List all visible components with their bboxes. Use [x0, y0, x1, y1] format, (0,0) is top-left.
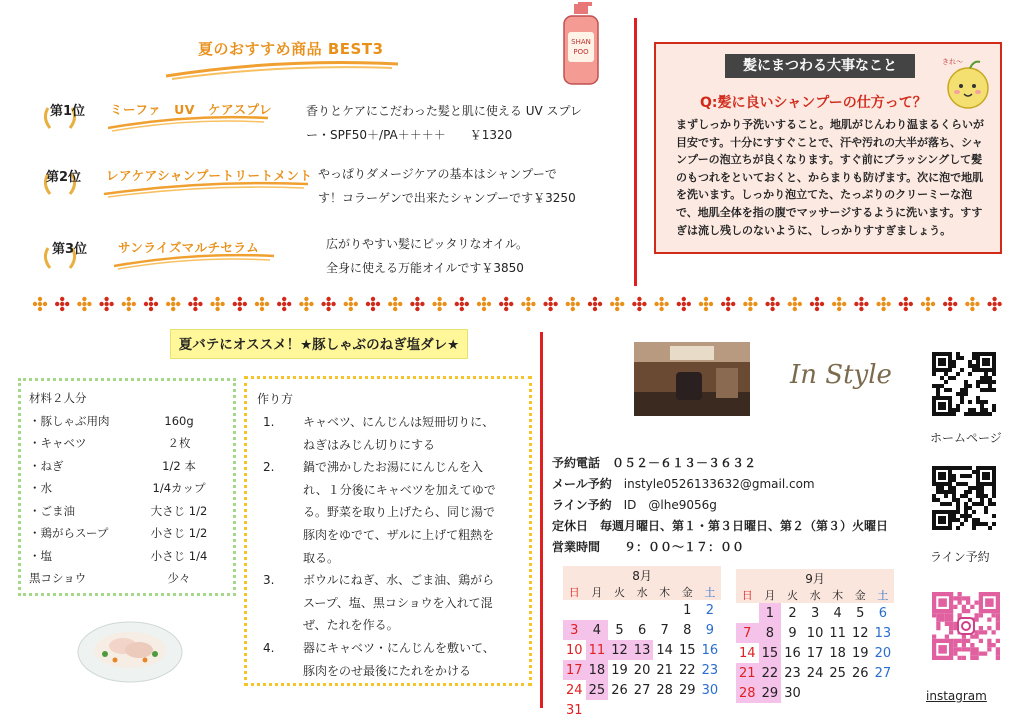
weekday-header: 木: [653, 584, 676, 600]
calendar-day: 3: [563, 620, 586, 640]
dot-ornament: [788, 297, 802, 311]
product-1-desc: 香りとケアにこだわった髪と肌に使える UV スプレ ー・SPF50＋/PA＋＋＋＋ ￥1320: [306, 104, 583, 142]
calendar-day: 16: [784, 645, 801, 661]
qr-code-icon[interactable]: [932, 466, 996, 530]
calendar-day: 15: [759, 643, 782, 663]
ingredient-qty: 小さじ 1/2: [150, 526, 208, 541]
calendar-day: 26: [611, 682, 628, 698]
hair-tips-title: 髪にまつわる大事なこと: [725, 54, 915, 78]
weekday-header: 月: [759, 587, 782, 603]
ingredient-row: [29, 545, 225, 568]
calendar-day: 25: [829, 665, 846, 681]
calendar-day: 25: [586, 680, 609, 700]
calendar-day: 10: [806, 625, 824, 641]
calendar-day: 29: [759, 683, 782, 703]
dot-ornament: [233, 297, 247, 311]
calendar-day: 23: [784, 665, 801, 681]
calendar-day: [631, 600, 654, 620]
weekday-header: 火: [608, 584, 631, 600]
calendar-day: 18: [829, 645, 846, 661]
dot-ornament: [388, 297, 402, 311]
info-hours: 営業時間 ９：００～１７：００: [552, 540, 745, 554]
calendar-day: 16: [701, 642, 719, 658]
ingredient-qty: 大さじ 1/2: [150, 503, 208, 518]
calendar-day: 27: [633, 682, 651, 698]
ingredient-name: ・豚しゃぶ用肉: [29, 413, 110, 428]
weekday-header: 土: [699, 584, 722, 600]
ingredient-row: [29, 567, 225, 590]
calendar-day: 13: [874, 625, 892, 641]
dot-ornament: [477, 297, 491, 311]
dot-ornament: [499, 297, 513, 311]
dot-ornament: [543, 297, 557, 311]
product-3-desc: 広がりやすい髪にピッタリなオイル。 全身に使える万能オイルです￥3850: [326, 237, 528, 275]
dot-ornament: [987, 297, 1001, 311]
calendar-day: [736, 603, 759, 623]
calendar-month: 8月: [563, 566, 721, 584]
salon-photo: [634, 342, 750, 416]
orange-swoosh-icon: [162, 56, 402, 82]
dot-ornament: [899, 297, 913, 311]
dot-ornament: [632, 297, 646, 311]
dot-ornament: [588, 297, 602, 311]
calendar-day: 14: [656, 642, 673, 658]
calendar-day: [676, 700, 699, 720]
calendar-day: [826, 683, 849, 703]
steps-box: [244, 376, 532, 686]
calendar-day: 5: [615, 622, 624, 638]
weekday-header: 金: [849, 587, 872, 603]
step-line: 豚肉をゆでて、ザルに上げて粗熱を: [303, 527, 495, 542]
hair-tips-question: Q:髪に良いシャンプーの仕方って？: [700, 95, 927, 111]
dot-ornament: [521, 297, 535, 311]
calendar-day: 11: [586, 640, 609, 660]
step-text: [303, 637, 519, 682]
calendar-day: 23: [701, 662, 719, 678]
step-line: る。野菜を取り上げたら、同じ湯で: [303, 505, 496, 520]
calendar-day: 8: [759, 623, 782, 643]
calendar-day: 28: [656, 682, 673, 698]
ingredient-row: [29, 432, 225, 455]
instagram-qr-icon[interactable]: [932, 592, 1000, 660]
calendar-day: 3: [810, 605, 820, 621]
ingredient-row: [29, 477, 225, 500]
step-text: [303, 456, 519, 569]
ingredient-row: [29, 455, 225, 478]
step-line: スープ、塩、黒コショウを入れて混: [303, 595, 493, 610]
step-number: 1.: [263, 415, 275, 429]
dot-ornament: [122, 297, 136, 311]
rank-1-label: 第1位: [50, 104, 86, 119]
calendar-day: 15: [678, 642, 696, 658]
ingredient-qty: 160g: [164, 413, 194, 428]
hair-tips-body: まずしっかり予洗いすること。地肌がじんわり温まるくらいが目安です。十分にすすぐことで、汗や汚れの大半が落ち、シャンプーの泡立ちが良くなります。すぐ前にブラッシングして髪のもつれをといておくと、からまりも防げます。次に泡で地肌を洗います。しっかり泡立てた、たっぷりのクリーミーな泡で、地肌全体を指の腹でマッサージするように洗います。すすぎは流し残しのないように、しっかりすすぎましょう。: [676, 118, 984, 237]
weekday-header: 土: [872, 587, 895, 603]
dot-ornament: [943, 297, 957, 311]
steps-head: 作り方: [257, 392, 294, 406]
step-line: 鍋で沸かしたお湯ににんじんを入: [303, 460, 484, 475]
calendar-day: 26: [851, 665, 869, 681]
ingredient-name: ・ごま油: [29, 503, 75, 518]
ingredient-name: 黒コショウ: [29, 571, 87, 586]
step-line: 取る。: [303, 550, 340, 565]
dot-ornament: [854, 297, 868, 311]
calendar-day: [872, 683, 895, 703]
step-line: 器にキャベツ・にんじんを敷いて、: [303, 640, 495, 655]
calendar-day: [608, 700, 631, 720]
dot-ornament: [654, 297, 668, 311]
calendar-day: 14: [739, 645, 756, 661]
dot-ornament: [144, 297, 158, 311]
dot-ornament: [876, 297, 890, 311]
calendar-day: 22: [759, 663, 782, 683]
calendar-day: [631, 700, 654, 720]
dot-ornament: [765, 297, 779, 311]
calendar-day: 1: [759, 603, 782, 623]
product-1-name: ミーファ UV ケアスプレ: [110, 102, 272, 117]
orange-swoosh-icon: [100, 178, 312, 200]
calendar-day: 21: [736, 663, 759, 683]
weekday-header: 日: [563, 584, 586, 600]
ingredient-row: [29, 500, 225, 523]
dot-ornament: [455, 297, 469, 311]
calendar-day: 19: [851, 645, 869, 661]
ingredient-qty: ２枚: [167, 436, 191, 451]
calendar-day: 21: [656, 662, 673, 678]
dot-ornament: [55, 297, 69, 311]
calendar-august: [563, 566, 721, 720]
recipe-step: [257, 637, 519, 682]
calendar-day: 19: [611, 662, 628, 678]
calendar-day: 11: [829, 625, 846, 641]
step-number: 3.: [263, 573, 275, 588]
dot-ornament: [299, 297, 313, 311]
calendar-day: 2: [705, 602, 714, 618]
step-line: れ、１分後にキャベツを加えてゆで: [303, 482, 496, 497]
dot-ornament: [210, 297, 224, 311]
rank-2-label: 第2位: [46, 170, 82, 185]
calendar-day: 5: [856, 605, 865, 621]
calendar-day: 30: [784, 685, 801, 701]
rank-3-label: 第3位: [52, 242, 88, 257]
lemon-face-icon: [940, 54, 992, 110]
calendar-day: [608, 600, 631, 620]
dot-ornament: [921, 297, 935, 311]
svg-text:SHAN: SHAN: [571, 38, 591, 46]
weekday-header: 水: [804, 587, 827, 603]
dot-ornament: [610, 297, 624, 311]
ingredients-head: 材料２人分: [29, 391, 87, 406]
qr-label-line: ライン予約: [930, 550, 990, 564]
step-number: 4.: [263, 640, 275, 655]
weekday-header: 月: [586, 584, 609, 600]
qr-label-instagram: instagram: [926, 689, 987, 703]
orange-swoosh-icon: [110, 250, 278, 272]
calendar-day: 30: [701, 682, 719, 698]
calendar-day: 6: [637, 622, 647, 638]
step-line: ぜ、たれを作る。: [303, 618, 399, 633]
recipe-step: [257, 569, 519, 637]
weekday-header: 金: [676, 584, 699, 600]
dot-ornament: [721, 297, 735, 311]
calendar-day: 20: [874, 645, 892, 661]
dot-ornament: [344, 297, 358, 311]
calendar-day: 4: [833, 605, 842, 621]
calendar-day: 2: [788, 605, 797, 621]
dish-photo: [75, 610, 185, 686]
calendar-day: 28: [736, 683, 759, 703]
shampoo-bottle-icon: [560, 2, 602, 86]
dot-ornament: [99, 297, 113, 311]
calendar-day: [586, 600, 609, 620]
calendar-day: [849, 683, 872, 703]
calendar-day: 22: [678, 662, 696, 678]
svg-text:POO: POO: [573, 48, 589, 56]
svg-text:きれ〜: きれ〜: [942, 58, 963, 66]
calendar-day: 27: [874, 665, 892, 681]
calendar-day: 7: [660, 622, 669, 638]
dot-ornament: [77, 297, 91, 311]
calendar-day: 12: [851, 625, 869, 641]
dot-ornament: [366, 297, 380, 311]
calendar-day: [653, 700, 676, 720]
calendar-day: 17: [806, 645, 824, 661]
calendar-day: 29: [678, 682, 696, 698]
recipe-step: [257, 456, 519, 569]
ingredient-qty: 1/4カップ: [152, 481, 206, 496]
dot-ornament: [677, 297, 691, 311]
ingredient-row: [29, 410, 225, 433]
ingredient-qty: 少々: [167, 571, 191, 586]
dot-ornament: [810, 297, 824, 311]
info-mail: メール予約 instyle0526133632@gmail.com: [552, 477, 815, 491]
calendar-day: 24: [566, 682, 583, 698]
ingredient-qty: 1/2 本: [162, 458, 196, 473]
calendar-day: [804, 683, 827, 703]
ingredient-name: ・鶏がらスープ: [29, 526, 109, 541]
decorative-dots: [32, 295, 1012, 313]
dot-ornament: [832, 297, 846, 311]
calendar-day: 6: [878, 605, 887, 621]
dot-ornament: [743, 297, 757, 311]
qr-code-icon[interactable]: [932, 352, 996, 416]
ingredient-name: ・塩: [29, 548, 52, 563]
calendar-day: [563, 600, 586, 620]
salon-logo: In Style: [790, 360, 892, 390]
dot-ornament: [277, 297, 291, 311]
step-text: [303, 569, 519, 637]
dot-ornament: [410, 297, 424, 311]
weekday-header: 火: [781, 587, 804, 603]
calendar-month: 9月: [736, 569, 894, 587]
step-line: ボウルにねぎ、水、ごま油、鶏がら: [303, 573, 495, 588]
product-3-name: サンライズマルチセラム: [118, 240, 260, 255]
info-phone: 予約電話 ０５２－６１３－３６３２: [552, 456, 757, 470]
dot-ornament: [33, 297, 47, 311]
dot-ornament: [699, 297, 713, 311]
orange-swoosh-icon: [104, 112, 272, 134]
dot-ornament: [965, 297, 979, 311]
calendar-day: 12: [608, 640, 631, 660]
recipe-title: 夏バテにオススメ！★豚しゃぶのねぎ塩ダレ★: [170, 329, 468, 359]
calendar-day: 7: [736, 623, 759, 643]
calendar-day: 24: [806, 665, 824, 681]
calendar-september: [736, 569, 894, 703]
step-line: キャベツ、にんじんは短冊切りに、: [303, 415, 495, 429]
calendar-day: 9: [788, 625, 797, 641]
step-number: 2.: [263, 460, 275, 475]
ingredient-row: [29, 522, 225, 545]
calendar-day: 17: [563, 660, 586, 680]
dot-ornament: [166, 297, 180, 311]
dot-ornament: [188, 297, 202, 311]
ingredient-name: ・キャベツ: [29, 436, 87, 451]
calendar-day: [586, 700, 609, 720]
calendar-day: 18: [586, 660, 609, 680]
dot-ornament: [432, 297, 446, 311]
dot-ornament: [321, 297, 335, 311]
info-closed: 定休日 毎週月曜日、第１・第３日曜日、第２（第３）火曜日: [552, 519, 889, 533]
ingredient-name: ・ねぎ: [29, 458, 64, 473]
ingredient-name: ・水: [29, 481, 52, 496]
dot-ornament: [566, 297, 580, 311]
info-line: ライン予約 ID @lhe9056g: [552, 498, 717, 512]
calendar-day: 31: [566, 702, 583, 718]
dot-ornament: [255, 297, 269, 311]
product-2-desc: やっぱりダメージケアの基本はシャンプーで す！コラーゲンで出来たシャンプーです￥3250: [318, 167, 576, 205]
calendar-day: 13: [631, 640, 654, 660]
divider-line: [540, 332, 543, 708]
qr-label-homepage: ホームページ: [930, 431, 1002, 445]
calendar-day: [699, 700, 722, 720]
ingredient-qty: 小さじ 1/4: [150, 548, 208, 563]
weekday-header: 日: [736, 587, 759, 603]
step-text: [303, 411, 519, 456]
calendar-day: 4: [586, 620, 609, 640]
step-line: ねぎはみじん切りにする: [303, 437, 436, 452]
divider-line: [634, 18, 637, 286]
ingredients-box: [18, 378, 236, 596]
recipe-step: [257, 411, 519, 456]
calendar-day: 10: [566, 642, 583, 658]
product-2-name: レアケアシャンプートリートメント: [106, 168, 313, 183]
best3-title: 夏のおすすめ商品 BEST3: [198, 40, 384, 58]
calendar-day: 8: [683, 622, 692, 638]
calendar-day: 1: [683, 602, 692, 618]
calendar-day: 9: [705, 622, 714, 638]
weekday-header: 水: [631, 584, 654, 600]
weekday-header: 木: [826, 587, 849, 603]
calendar-day: 20: [633, 662, 651, 678]
step-line: 豚肉をのせ最後にたれをかける: [303, 663, 472, 678]
calendar-day: [653, 600, 676, 620]
